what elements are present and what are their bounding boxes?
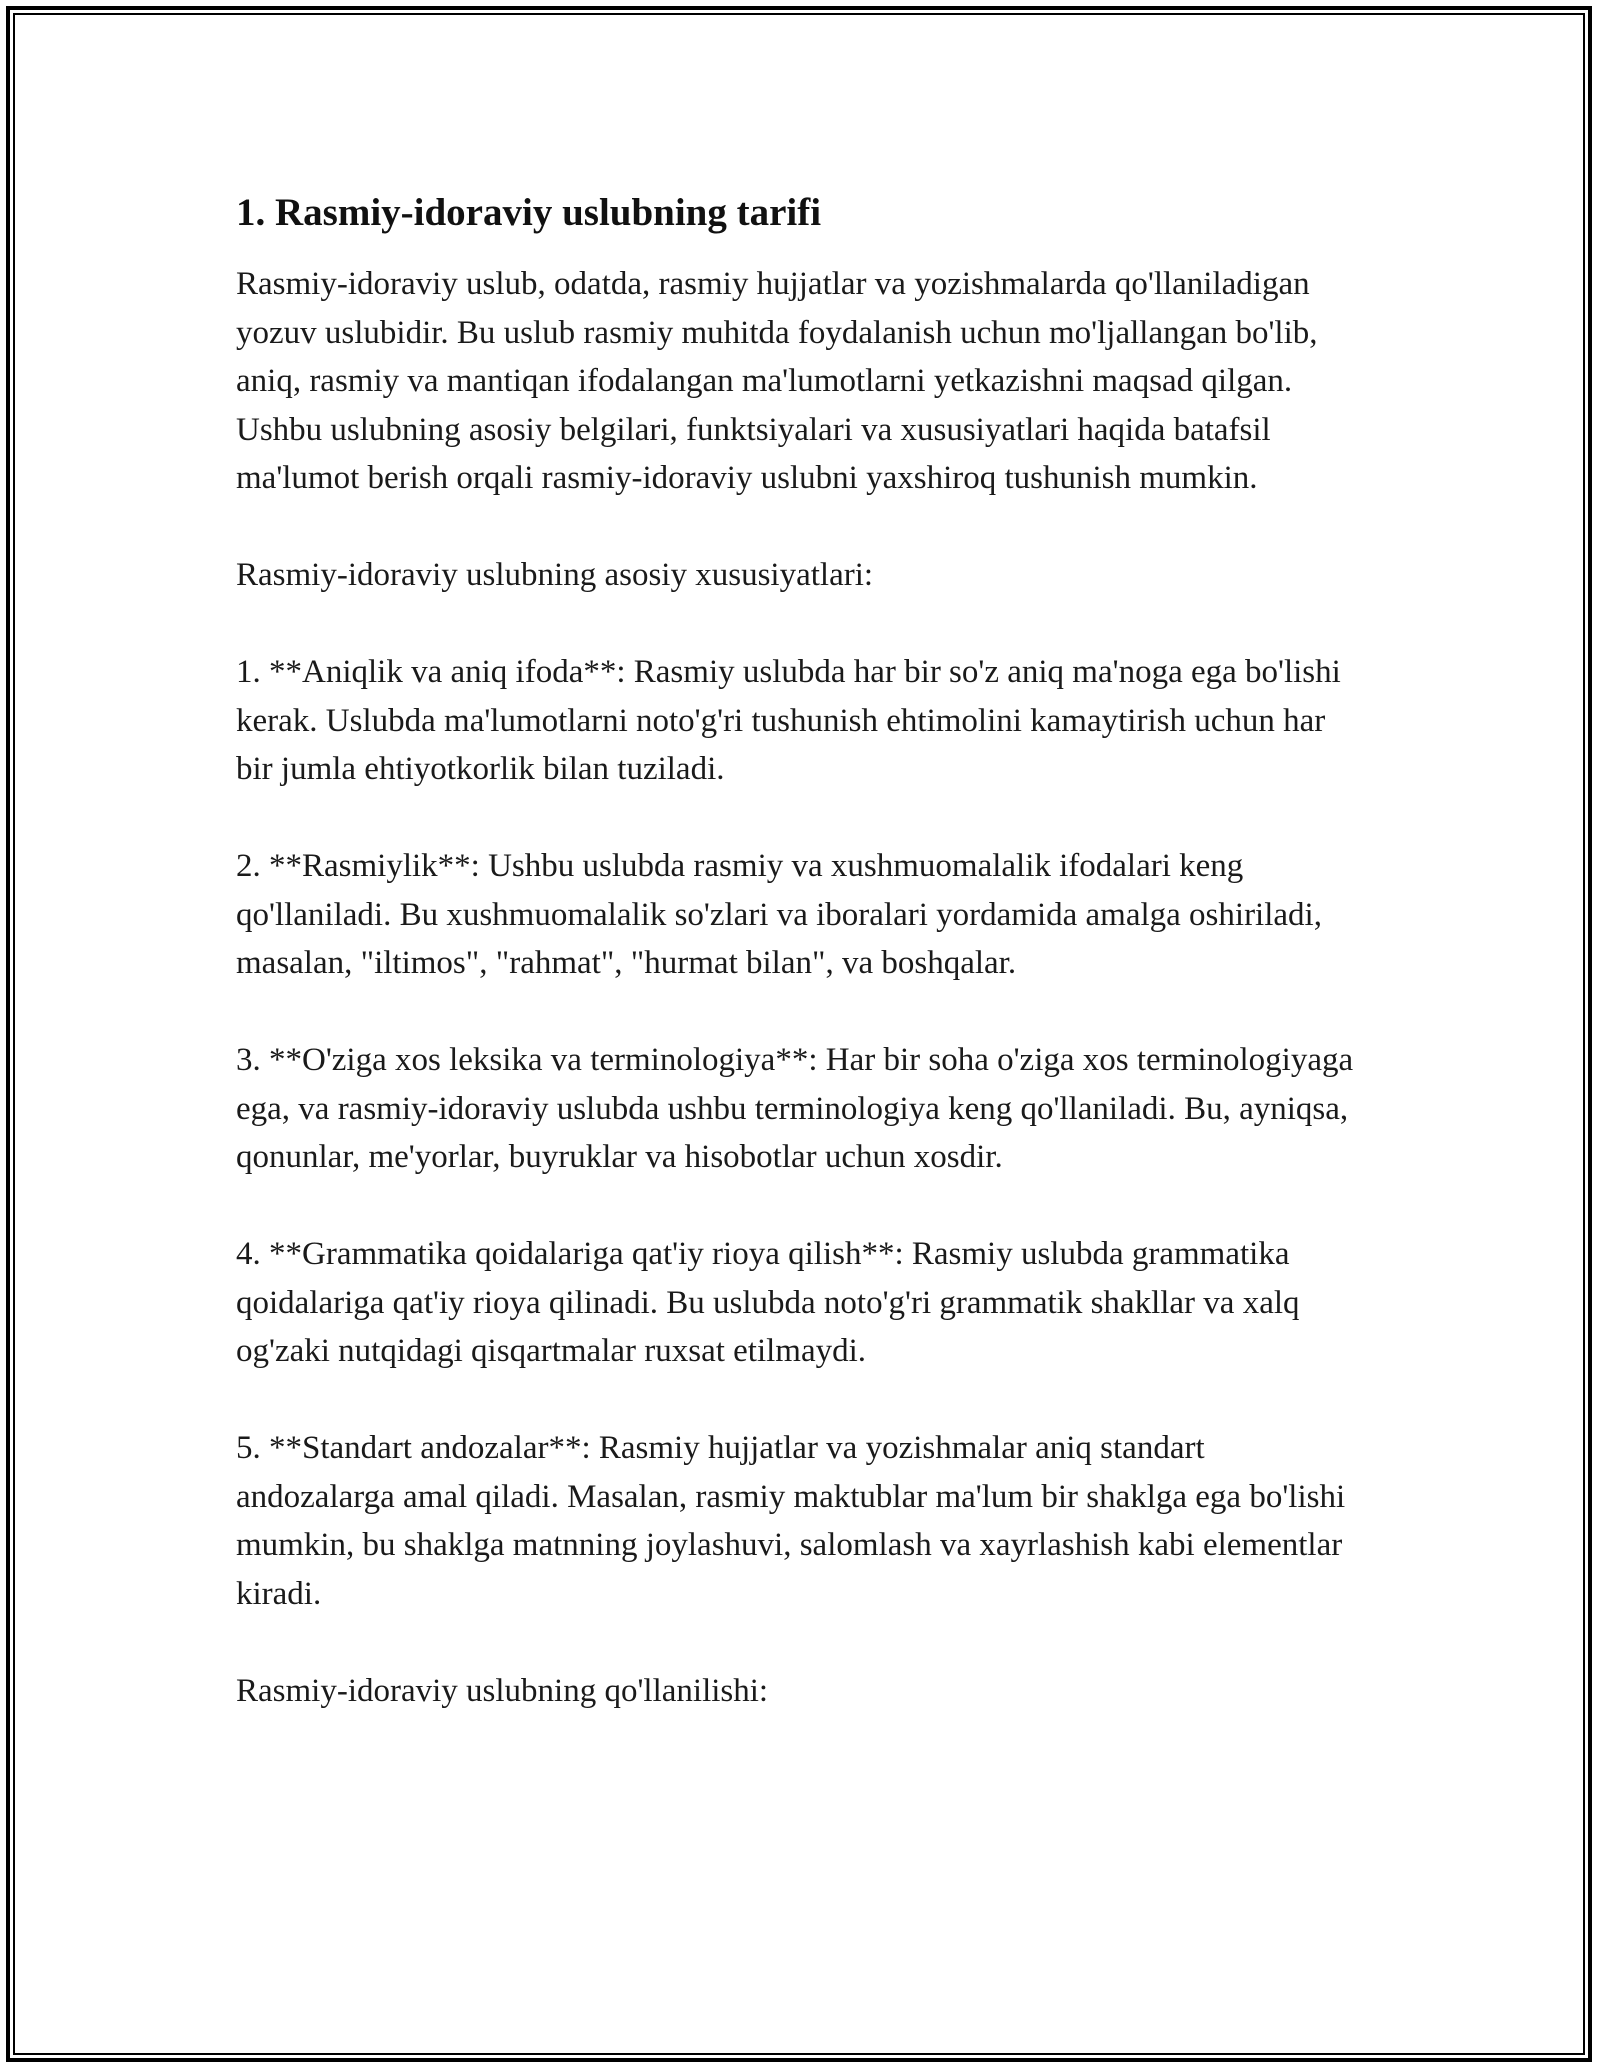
feature-item-5: 5. **Standart andozalar**: Rasmiy hujjatlar va yozishmalar aniq standart andozalarga amal qiladi. Masalan, rasmiy maktublar ma'lum bir shaklga ega bo'lishi mumkin, bu shaklga matnning joylashuvi, salomlash va xayrlashish kabi elementlar kiradi. — [236, 1430, 1346, 1612]
feature-item-1: 1. **Aniqlik va aniq ifoda**: Rasmiy uslubda har bir so'z aniq ma'noga ega bo'lishi kerak. Uslubda ma'lumotlarni noto'g'ri tushunish ehtimolini kamaytirish uchun har bir jumla ehtiyotkorlik bilan tuziladi. — [236, 654, 1341, 787]
feature-item-2: 2. **Rasmiylik**: Ushbu uslubda rasmiy va xushmuomalalik ifodalari keng qo'llaniladi. Bu xushmuomalalik so'zlari va iboralari yordamida amalga oshiriladi, masalan, "iltimos", "rahmat", "hurmat bilan", va boshqalar. — [236, 848, 1322, 981]
feature-item-3: 3. **O'ziga xos leksika va terminologiya**: Har bir soha o'ziga xos terminologiyaga ega, va rasmiy-idoraviy uslubda ushbu terminologiya keng qo'llaniladi. Bu, ayniqsa, qonunlar, me'yorlar, buyruklar va hisobotlar uchun xosdir. — [236, 1042, 1354, 1175]
document-body — [236, 186, 1366, 1764]
features-heading-paragraph: Rasmiy-idoraviy uslubning asosiy xususiyatlari: — [236, 557, 874, 593]
feature-item-4: 4. **Grammatika qoidalariga qat'iy rioya qilish**: Rasmiy uslubda grammatika qoidalariga qat'iy rioya qilinadi. Bu uslubda noto'g'ri grammatik shakllar va xalq og'zaki nutqidagi qisqartmalar ruxsat etilmaydi. — [236, 1236, 1300, 1369]
intro-paragraph: Rasmiy-idoraviy uslub, odatda, rasmiy hujjatlar va yozishmalarda qo'llaniladigan yozuv uslubidir. Bu uslub rasmiy muhitda foydalanish uchun mo'ljallangan bo'lib, aniq, rasmiy va mantiqan ifodalangan ma'lumotlarni yetkazishni maqsad qilgan. Ushbu uslubning asosiy belgilari, funktsiyalari va xususiyatlari haqida batafsil ma'lumot berish orqali rasmiy-idoraviy uslubni yaxshiroq tushunish mumkin. — [236, 266, 1318, 496]
usage-heading-paragraph: Rasmiy-idoraviy uslubning qo'llanilishi: — [236, 1672, 769, 1709]
document-title: 1. Rasmiy-idoraviy uslubning tarifi — [236, 191, 822, 234]
